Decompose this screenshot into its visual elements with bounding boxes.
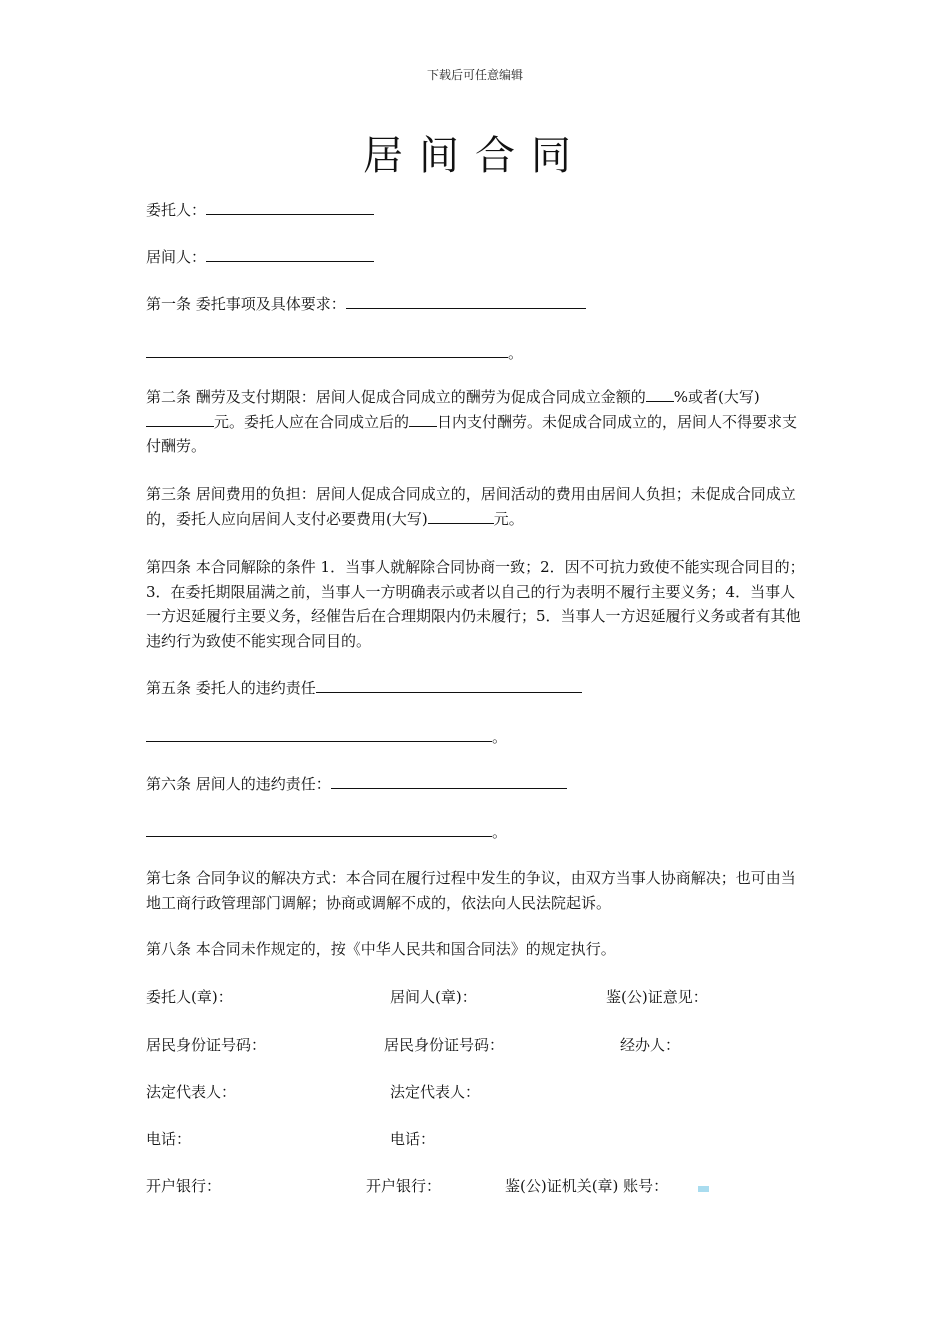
article-6-end: 。 <box>492 823 508 841</box>
article-5-blank-2[interactable] <box>146 725 492 742</box>
article-3-text-1: 第三条 居间费用的负担：居间人促成合同成立的，居间活动的费用由居间人负担；未促成合同成立的，委托人应向居间人支付必要费用(大写) <box>146 485 796 528</box>
article-1-continuation <box>146 341 523 365</box>
client-label: 委托人： <box>146 201 207 219</box>
notary-seal-account-label: 鉴(公)证机关(章) 账号： <box>505 1177 669 1195</box>
article-2-text-4: 日内支付酬劳。未促成合同成立的，居间人不得要求支付酬劳。 <box>146 412 798 455</box>
article-5-blank[interactable] <box>316 676 582 693</box>
broker-seal-label: 居间人(章)： <box>390 988 477 1006</box>
article-3-text-2: 元。 <box>493 509 524 528</box>
article-1-end: 。 <box>508 344 524 362</box>
article-2-text-2: %或者(大写) <box>673 388 760 406</box>
highlight-marker <box>698 1186 709 1192</box>
article-3 <box>146 482 806 531</box>
client-id-label: 居民身份证号码： <box>146 1036 267 1054</box>
client-legal-rep-label: 法定代表人： <box>146 1083 237 1101</box>
article-2 <box>146 385 806 459</box>
article-1-blank-2[interactable] <box>146 341 508 358</box>
client-seal-label: 委托人(章)： <box>146 988 233 1006</box>
article-8: 第八条 本合同未作规定的，按《中华人民共和国合同法》的规定执行。 <box>146 940 616 958</box>
article-2-percent-blank[interactable] <box>646 385 674 402</box>
article-6-blank-2[interactable] <box>146 820 492 837</box>
article-2-text-1: 第二条 酬劳及支付期限：居间人促成合同成立的酬劳为促成合同成立金额的 <box>146 388 646 406</box>
article-5 <box>146 676 582 700</box>
client-blank[interactable] <box>206 198 374 215</box>
client-field <box>146 198 374 222</box>
article-4: 第四条 本合同解除的条件 1．当事人就解除合同协商一致；2．因不可抗力致使不能实现合同目的；3．在委托期限届满之前，当事人一方明确表示或者以自己的行为表明不履行主要义务；4．当事人一方迟延履行主要义务，经催告后在合理期限内仍未履行；5．当事人一方迟延履行义务或者有其他违约行为致使不能实现合同目的。 <box>146 558 805 650</box>
article-6 <box>146 772 567 796</box>
article-1 <box>146 292 586 316</box>
article-5-label: 第五条 委托人的违约责任 <box>146 679 316 697</box>
broker-legal-rep-label: 法定代表人： <box>390 1083 481 1101</box>
broker-phone-label: 电话： <box>390 1130 436 1148</box>
article-5-end: 。 <box>492 728 508 746</box>
notary-opinion-label: 鉴(公)证意见： <box>606 988 708 1006</box>
broker-id-label: 居民身份证号码： <box>384 1036 505 1054</box>
article-2-days-blank[interactable] <box>409 410 437 427</box>
article-6-label: 第六条 居间人的违约责任： <box>146 775 331 793</box>
article-5-continuation <box>146 725 507 749</box>
article-2-text-3: 元。委托人应在合同成立后的 <box>214 412 410 431</box>
contract-title: 居间合同 <box>363 133 587 179</box>
broker-field <box>146 245 374 269</box>
client-phone-label: 电话： <box>146 1130 192 1148</box>
article-6-blank[interactable] <box>331 772 567 789</box>
article-3-fee-blank[interactable] <box>428 507 494 524</box>
article-1-blank[interactable] <box>346 292 586 309</box>
broker-blank[interactable] <box>206 245 374 262</box>
article-7: 第七条 合同争议的解决方式：本合同在履行过程中发生的争议，由双方当事人协商解决；也可由当地工商行政管理部门调解；协商或调解不成的，依法向人民法院起诉。 <box>146 869 796 912</box>
handler-label: 经办人： <box>620 1036 681 1054</box>
article-6-continuation <box>146 820 507 844</box>
article-1-label: 第一条 委托事项及具体要求： <box>146 295 346 313</box>
header-note: 下载后可任意编辑 <box>426 68 523 82</box>
client-bank-label: 开户银行： <box>146 1177 222 1195</box>
broker-bank-label: 开户银行： <box>366 1177 442 1195</box>
broker-label: 居间人： <box>146 248 207 266</box>
article-2-amount-blank[interactable] <box>146 410 214 427</box>
